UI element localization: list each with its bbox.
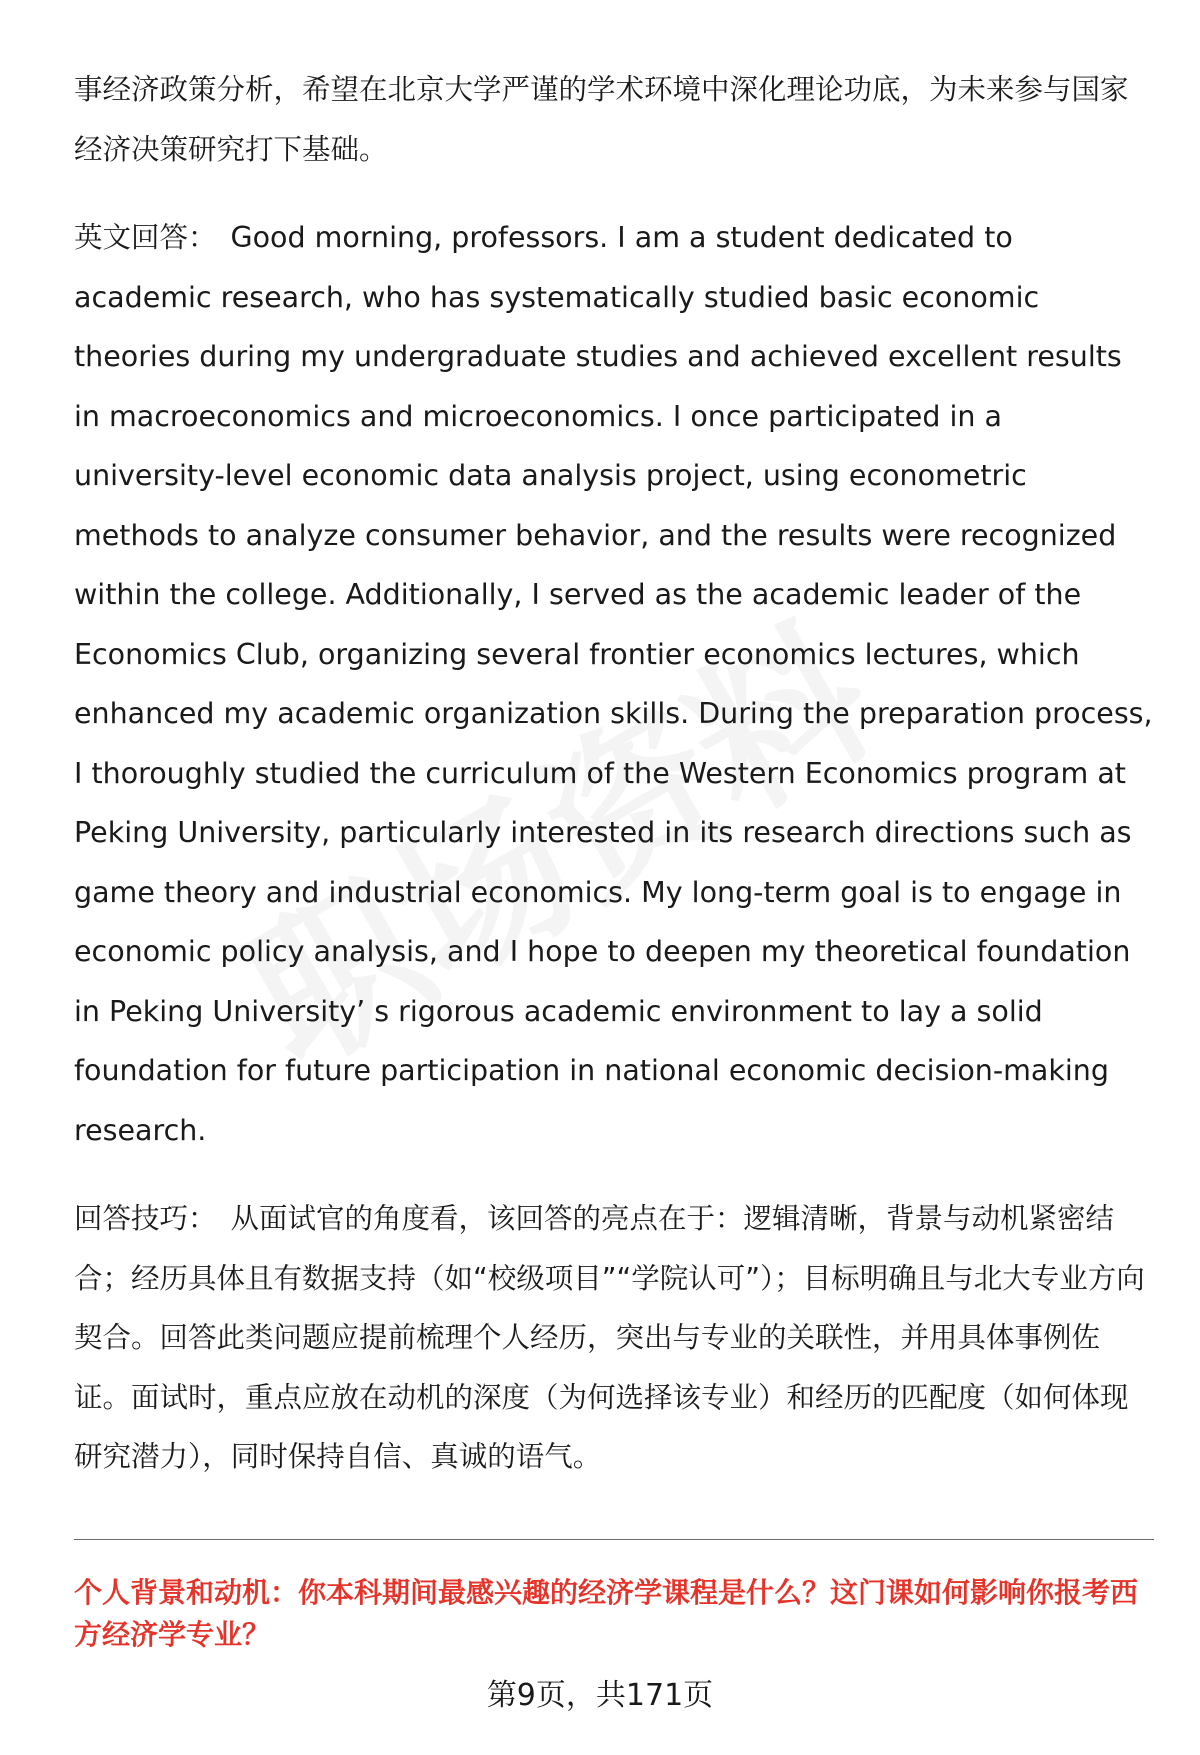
- english-answer-paragraph: [74, 208, 1154, 1160]
- english-answer-text: Good morning, professors. I am a student dedicated to academic research, who has systematically studied basic economic theories during my undergraduate studies and achieved excellent results in macroeconomics and microeconomics. I once participated in a university-level economic data analysis project, using econometric methods to analyze consumer behavior, and the results were recognized within the college. Additionally, I served as the academic leader of the Economics Club, organizing several frontier economics lectures, which enhanced my academic organization skills. During the preparation process, I thoroughly studied the curriculum of the Western Economics program at Peking University, particularly interested in its research directions such as game theory and industrial economics. My long-term goal is to engage in economic policy analysis, and I hope to deepen my theoretical foundation in Peking University’ s rigorous academic environment to lay a solid foundation for future participation in national economic decision-making research.: [74, 221, 1153, 1147]
- answer-tips-text: 从面试官的角度看，该回答的亮点在于：逻辑清晰，背景与动机紧密结合；经历具体且有数据支持（如“校级项目”“学院认可”）；目标明确且与北大专业方向契合。回答此类问题应提前梳理个人经历，突出与专业的关联性，并用具体事例佐证。面试时，重点应放在动机的深度（为何选择该专业）和经历的匹配度（如何体现研究潜力），同时保持自信、真诚的语气。: [74, 1202, 1145, 1473]
- english-answer-label: 英文回答：: [74, 221, 217, 254]
- intro-continuation-paragraph: 事经济政策分析，希望在北京大学严谨的学术环境中深化理论功底，为未来参与国家经济决策研究打下基础。: [74, 73, 1129, 166]
- answer-tips-paragraph: [74, 1189, 1154, 1487]
- next-question-heading: 个人背景和动机：你本科期间最感兴趣的经济学课程是什么？这门课如何影响你报考西方经济学专业？: [74, 1576, 1139, 1651]
- answer-tips-label: 回答技巧：: [74, 1202, 217, 1235]
- section-divider: [74, 1539, 1154, 1540]
- page-number: 第9页，共171页: [486, 1678, 714, 1713]
- page-content: [74, 60, 1154, 1487]
